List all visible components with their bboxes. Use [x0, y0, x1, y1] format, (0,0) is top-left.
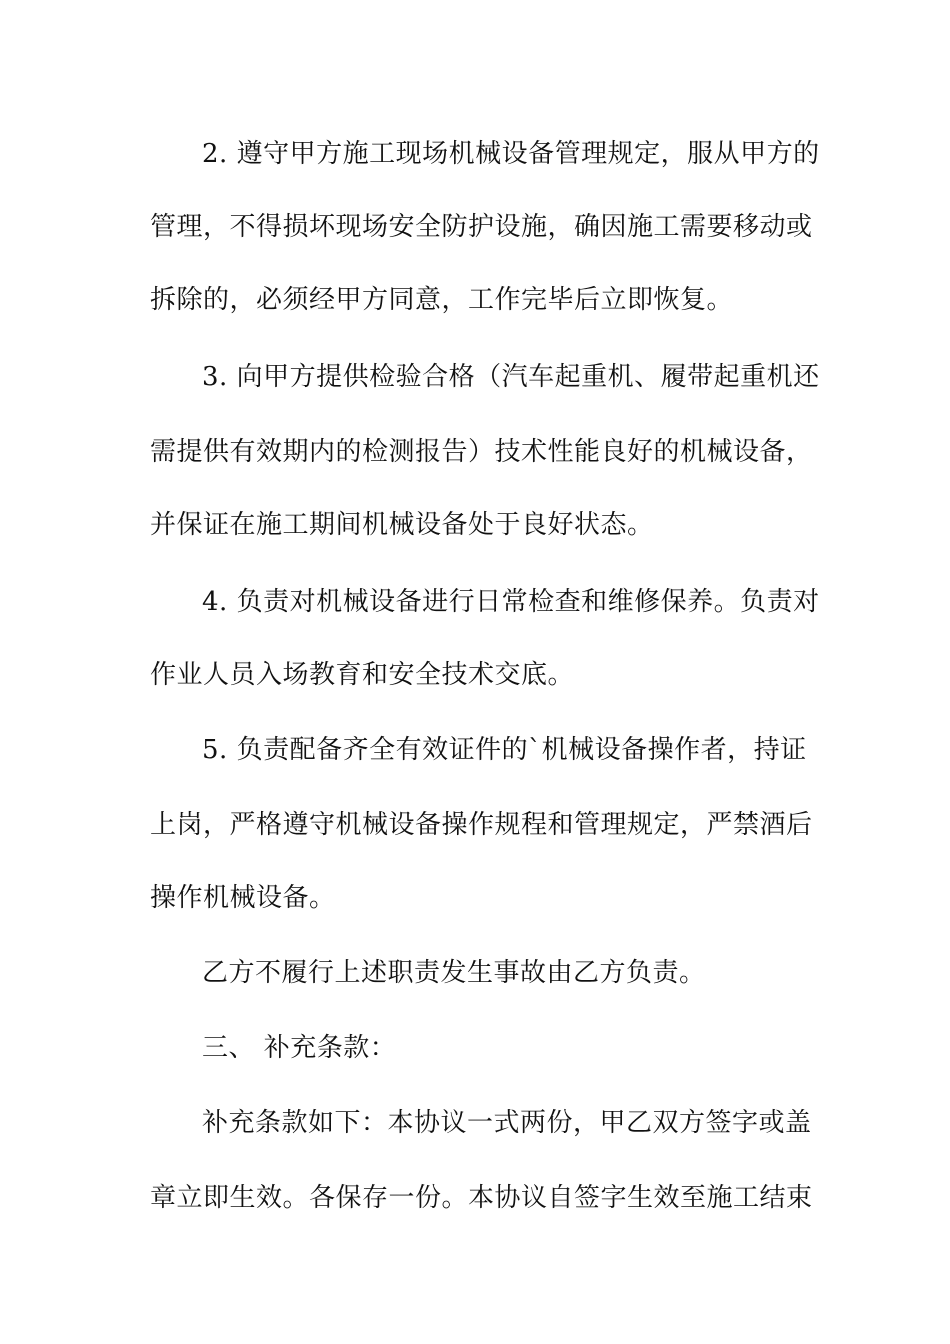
item-2-line-2: 管理，不得损坏现场安全防护设施，确因施工需要移动或	[150, 212, 813, 242]
item-3-line-3: 并保证在施工期间机械设备处于良好状态。	[150, 510, 654, 540]
section-3-heading: 三、 补充条款：	[202, 1033, 397, 1063]
liability-line: 乙方不履行上述职责发生事故由乙方负责。	[202, 958, 706, 988]
item-4-line-1: 4. 负责对机械设备进行日常检查和维修保养。负责对	[202, 587, 820, 617]
item-5-line-3: 操作机械设备。	[150, 883, 336, 913]
item-2-line-1: 2. 遵守甲方施工现场机械设备管理规定，服从甲方的	[202, 139, 820, 169]
item-5-line-2: 上岗，严格遵守机械设备操作规程和管理规定，严禁酒后	[150, 810, 813, 840]
item-5-line-1: 5. 负责配备齐全有效证件的`机械设备操作者，持证	[202, 735, 807, 765]
item-2-line-3: 拆除的，必须经甲方同意，工作完毕后立即恢复。	[150, 285, 734, 315]
item-3-line-1: 3. 向甲方提供检验合格（汽车起重机、履带起重机还	[202, 362, 820, 392]
supplementary-line-2: 章立即生效。各保存一份。本协议自签字生效至施工结束	[150, 1183, 813, 1213]
item-4-line-2: 作业人员入场教育和安全技术交底。	[150, 660, 575, 690]
supplementary-line-1: 补充条款如下：本协议一式两份，甲乙双方签字或盖	[202, 1108, 812, 1138]
item-3-line-2: 需提供有效期内的检测报告）技术性能良好的机械设备，	[150, 437, 813, 467]
